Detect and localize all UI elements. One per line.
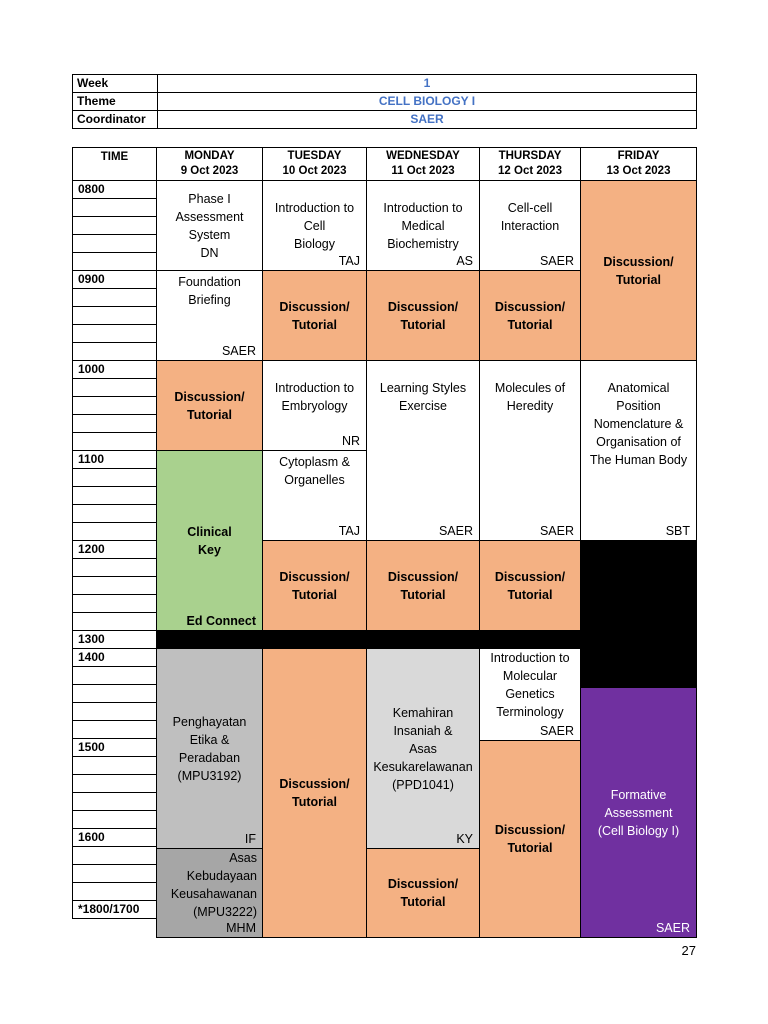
event-title: Cytoplasm & Organelles bbox=[279, 455, 350, 487]
event-title: Asas Kebudayaan Keusahawanan (MPU3222) bbox=[170, 851, 257, 919]
time-slot bbox=[72, 396, 157, 415]
time-slot bbox=[72, 252, 157, 271]
event-lecturer: TAJ bbox=[338, 254, 360, 268]
week-info-table bbox=[72, 74, 697, 129]
event-title: Discussion/ Tutorial bbox=[603, 254, 674, 287]
time-slot bbox=[72, 702, 157, 721]
time-slot-label: 0900 bbox=[72, 270, 157, 289]
day-name: MONDAY bbox=[184, 150, 235, 162]
event-title: Introduction to Embryology bbox=[274, 381, 355, 413]
day-header-tuesday bbox=[262, 147, 367, 181]
time-slot bbox=[72, 594, 157, 613]
day-name: TUESDAY bbox=[287, 150, 342, 162]
event-title: Formative Assessment (Cell Biology I) bbox=[597, 787, 680, 838]
event-discussion-tutorial[interactable] bbox=[262, 270, 367, 361]
time-slot-label: 1100 bbox=[72, 450, 157, 469]
event-lecturer: Ed Connect bbox=[186, 614, 256, 628]
day-name: FRIDAY bbox=[617, 150, 660, 162]
day-date: 12 Oct 2023 bbox=[498, 165, 562, 177]
event-title: Phase I Assessment System DN bbox=[175, 191, 244, 260]
event-learning-styles[interactable] bbox=[366, 360, 480, 541]
time-slot-label: *1800/1700 bbox=[72, 900, 157, 919]
day-name: THURSDAY bbox=[498, 150, 562, 162]
time-slot bbox=[72, 612, 157, 631]
event-foundation-briefing[interactable] bbox=[156, 270, 263, 361]
event-title: Discussion/ Tutorial bbox=[387, 569, 459, 602]
coordinator-label: Coordinator bbox=[73, 111, 158, 129]
event-discussion-tutorial[interactable] bbox=[479, 740, 581, 938]
event-discussion-tutorial[interactable] bbox=[262, 648, 367, 938]
time-slot bbox=[72, 792, 157, 811]
event-intro-medical-biochemistry[interactable] bbox=[366, 180, 480, 271]
time-slot-label: 1600 bbox=[72, 828, 157, 847]
event-penghayatan-etika[interactable] bbox=[156, 648, 263, 849]
day-header-monday bbox=[156, 147, 263, 181]
event-discussion-tutorial[interactable] bbox=[366, 540, 480, 631]
event-asas-kebudayaan[interactable] bbox=[156, 848, 263, 938]
event-title: Discussion/ Tutorial bbox=[279, 569, 350, 602]
event-title: Kemahiran Insaniah & Asas Kesukarelawanan (PPD1041) bbox=[373, 705, 473, 792]
event-lecturer: SBT bbox=[665, 524, 690, 538]
week-label: Week bbox=[73, 75, 158, 93]
coordinator-value: SAER bbox=[158, 111, 697, 129]
event-title: Discussion/ Tutorial bbox=[494, 823, 566, 855]
event-title: Discussion/ Tutorial bbox=[494, 299, 566, 332]
event-title: Learning Styles Exercise bbox=[379, 381, 467, 413]
event-lecturer: SAER bbox=[655, 921, 690, 935]
event-lecturer: SAER bbox=[539, 254, 574, 268]
week-value: 1 bbox=[158, 75, 697, 93]
time-slot-label: 1300 bbox=[72, 630, 157, 649]
event-intro-cell-biology[interactable] bbox=[262, 180, 367, 271]
time-slot-label: 1200 bbox=[72, 540, 157, 559]
friday-blocked-slot bbox=[580, 540, 697, 688]
time-slot bbox=[72, 756, 157, 775]
time-header: TIME bbox=[72, 147, 157, 181]
time-slot bbox=[72, 576, 157, 595]
event-title: Penghayatan Etika & Peradaban (MPU3192) bbox=[172, 714, 247, 783]
time-slot bbox=[72, 558, 157, 577]
day-header-wednesday bbox=[366, 147, 480, 181]
event-title: Introduction to Cell Biology bbox=[274, 200, 355, 251]
time-slot bbox=[72, 486, 157, 505]
time-slot-label: 1000 bbox=[72, 360, 157, 379]
event-lecturer: NR bbox=[341, 434, 360, 448]
event-lecturer: KY bbox=[456, 832, 473, 846]
day-header-thursday bbox=[479, 147, 581, 181]
time-slot bbox=[72, 774, 157, 793]
event-formative-assessment[interactable] bbox=[580, 687, 697, 938]
theme-label: Theme bbox=[73, 93, 158, 111]
event-discussion-tutorial[interactable] bbox=[366, 270, 480, 361]
time-slot bbox=[72, 846, 157, 865]
event-lecturer: TAJ bbox=[338, 524, 360, 538]
event-title: Discussion/ Tutorial bbox=[387, 299, 459, 332]
time-slot bbox=[72, 468, 157, 487]
event-intro-embryology[interactable] bbox=[262, 360, 367, 451]
time-slot-label: 1400 bbox=[72, 648, 157, 667]
event-lecturer: SAER bbox=[539, 524, 574, 538]
event-cytoplasm-organelles[interactable] bbox=[262, 450, 367, 541]
time-slot bbox=[72, 882, 157, 901]
day-name: WEDNESDAY bbox=[386, 150, 460, 162]
event-title: Discussion/ Tutorial bbox=[387, 877, 459, 909]
time-slot-label: 1500 bbox=[72, 738, 157, 757]
time-slot bbox=[72, 504, 157, 523]
event-anatomical-position[interactable] bbox=[580, 360, 697, 541]
time-slot bbox=[72, 306, 157, 325]
event-lecturer: MHM bbox=[226, 921, 256, 935]
time-slot bbox=[72, 198, 157, 217]
event-title: Molecules of Heredity bbox=[494, 381, 566, 413]
time-slot-label: 0800 bbox=[72, 180, 157, 199]
time-slot bbox=[72, 378, 157, 397]
day-header-friday bbox=[580, 147, 697, 181]
theme-value: CELL BIOLOGY I bbox=[158, 93, 697, 111]
event-lecturer: SAER bbox=[438, 524, 473, 538]
time-slot bbox=[72, 522, 157, 541]
event-title: Discussion/ Tutorial bbox=[494, 569, 566, 602]
event-phase1-assessment[interactable] bbox=[156, 180, 263, 271]
event-intro-molecular-genetics[interactable] bbox=[479, 648, 581, 741]
day-date: 11 Oct 2023 bbox=[391, 165, 455, 177]
time-slot bbox=[72, 234, 157, 253]
event-title: Introduction to Medical Biochemistry bbox=[383, 200, 463, 251]
event-title: Introduction to Molecular Genetics Terminology bbox=[490, 651, 570, 719]
lunch-break-bar bbox=[156, 630, 697, 649]
time-slot bbox=[72, 810, 157, 829]
event-discussion-tutorial[interactable] bbox=[156, 360, 263, 451]
event-title: Cell-cell Interaction bbox=[500, 201, 560, 233]
day-date: 10 Oct 2023 bbox=[282, 165, 347, 177]
event-title: Foundation Briefing bbox=[178, 275, 241, 307]
time-slot bbox=[72, 666, 157, 685]
time-slot bbox=[72, 414, 157, 433]
event-discussion-tutorial[interactable] bbox=[580, 180, 697, 361]
event-discussion-tutorial[interactable] bbox=[262, 540, 367, 631]
day-date: 9 Oct 2023 bbox=[180, 165, 239, 177]
event-title: Discussion/ Tutorial bbox=[279, 777, 350, 809]
event-lecturer: SAER bbox=[539, 724, 574, 738]
event-cell-cell-interaction[interactable] bbox=[479, 180, 581, 271]
event-clinical-key[interactable] bbox=[156, 450, 263, 631]
time-slot bbox=[72, 288, 157, 307]
event-lecturer: AS bbox=[456, 254, 473, 268]
time-slot bbox=[72, 216, 157, 235]
time-slot bbox=[72, 720, 157, 739]
event-discussion-tutorial[interactable] bbox=[479, 270, 581, 361]
day-date: 13 Oct 2023 bbox=[606, 165, 671, 177]
event-title: Discussion/ Tutorial bbox=[174, 389, 245, 422]
event-lecturer: IF bbox=[244, 832, 256, 846]
event-title: Anatomical Position Nomenclature & Organisation of The Human Body bbox=[589, 381, 688, 467]
event-lecturer: SAER bbox=[221, 344, 256, 358]
time-slot bbox=[72, 324, 157, 343]
time-slot bbox=[72, 342, 157, 361]
page-number: 27 bbox=[681, 943, 696, 958]
time-slot bbox=[72, 432, 157, 451]
time-slot bbox=[72, 684, 157, 703]
time-slot bbox=[72, 864, 157, 883]
event-title: Discussion/ Tutorial bbox=[279, 299, 350, 332]
event-discussion-tutorial[interactable] bbox=[479, 540, 581, 631]
event-molecules-of-heredity[interactable] bbox=[479, 360, 581, 541]
event-kemahiran-insaniah[interactable] bbox=[366, 648, 480, 849]
event-title: Clinical Key bbox=[187, 524, 232, 557]
event-discussion-tutorial[interactable] bbox=[366, 848, 480, 938]
